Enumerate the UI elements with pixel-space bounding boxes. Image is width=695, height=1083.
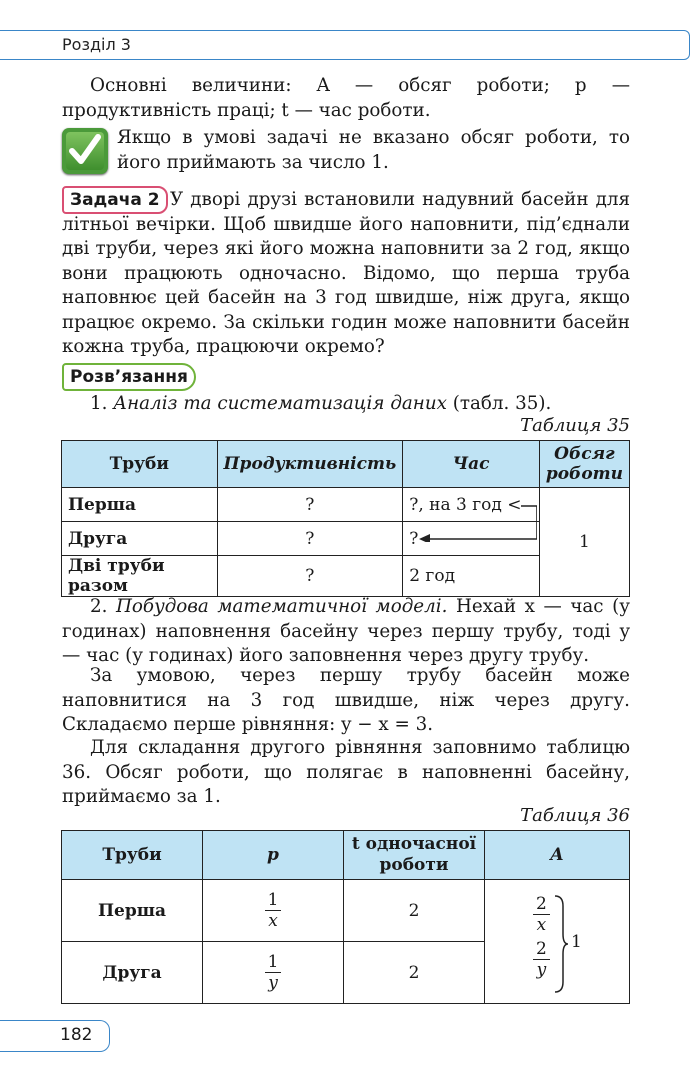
table-header-row bbox=[62, 441, 630, 488]
check-icon bbox=[62, 128, 108, 174]
section-title: Розділ 3 bbox=[62, 35, 131, 54]
table35-caption: Таблиця 35 bbox=[520, 415, 630, 436]
header-time: Час bbox=[452, 454, 490, 474]
page-number: 182 bbox=[60, 1025, 93, 1045]
task-label: Задача 2 bbox=[62, 186, 168, 214]
volume-cell: 1 bbox=[539, 488, 629, 597]
row-second-productivity: $\frac{1}{y}$ bbox=[265, 952, 282, 993]
row-second-time: 2 bbox=[344, 942, 485, 1004]
page-number-box bbox=[0, 1020, 110, 1052]
table-row bbox=[62, 488, 630, 522]
step2-paragraph bbox=[62, 595, 630, 669]
row-first-name: Перша bbox=[62, 488, 218, 522]
header-pipes: Труби bbox=[62, 831, 203, 880]
row-both-productivity: ? bbox=[217, 556, 403, 597]
header-volume: Обсяг роботи bbox=[545, 444, 624, 484]
volume-total: 1 bbox=[571, 932, 582, 952]
header-a: A bbox=[550, 845, 564, 865]
comparison-arrow-icon bbox=[417, 502, 537, 542]
table-header-row bbox=[62, 831, 630, 880]
table-row bbox=[62, 880, 630, 942]
solution-label: Розв’язання bbox=[62, 363, 196, 391]
row-both-time: 2 год bbox=[403, 556, 540, 597]
header-t: t одночасної роботи bbox=[344, 831, 485, 880]
volume-cell bbox=[485, 880, 630, 1004]
row-first-time: ?, на 3 год < bbox=[403, 488, 540, 522]
row-both-name: Дві труби разом bbox=[62, 556, 218, 597]
step1-prefix: 1. bbox=[90, 393, 114, 414]
row-first-productivity: ? bbox=[217, 488, 403, 522]
step1-paragraph bbox=[62, 392, 630, 417]
step2-title: Побудова математичної моделі. bbox=[115, 596, 448, 617]
step1-suffix: (табл. 35). bbox=[446, 393, 552, 414]
second-equation-paragraph: Для складання другого рівняння заповнимо таблицю 36. Обсяг роботи, що полягає в наповненні басейну, приймаємо за 1. bbox=[62, 737, 630, 807]
table-36 bbox=[61, 830, 630, 1004]
volume-second: 2 y bbox=[533, 939, 550, 980]
section-header bbox=[0, 30, 690, 60]
row-second-productivity: ? bbox=[217, 522, 403, 556]
row-second-name: Друга bbox=[62, 942, 203, 1004]
volume-first: 2 x bbox=[533, 894, 550, 935]
row-second-time: ? bbox=[409, 528, 419, 549]
header-p: p bbox=[267, 845, 279, 865]
row-second-name: Друга bbox=[62, 522, 218, 556]
step1-title: Аналіз та систематизація даних bbox=[113, 393, 447, 414]
row-first-productivity: $\frac{1}{x}$ bbox=[265, 890, 282, 931]
header-productivity: Продуктивність bbox=[223, 454, 397, 474]
header-pipes: Труби bbox=[62, 441, 218, 488]
step2-text: Нехай x — час (у годинах) наповнення басейну через першу трубу, тоді y — час (у годинах) його заповнення через другу трубу. bbox=[62, 596, 630, 666]
row-first-name: Перша bbox=[62, 880, 203, 942]
table-35 bbox=[61, 440, 630, 597]
quantities-paragraph: Основні величини: A — обсяг роботи; p — продуктивність праці; t — час роботи. bbox=[62, 75, 630, 121]
condition-paragraph: За умовою, через першу трубу басейн може наповнитися на 3 год швидше, ніж через другу. Складаємо перше рівняння: y − x = 3. bbox=[62, 665, 630, 735]
step2-prefix: 2. bbox=[90, 596, 116, 617]
row-first-time: 2 bbox=[344, 880, 485, 942]
task-text: У дворі друзі встановили надувний басейн для літньої вечірки. Щоб швидше його наповнити, під’єднали дві труби, через які його можна наповнити за 2 год, якщо вони працюють одночасно. Відомо, що перша труба наповнює цей басейн на 3 год швидше, ніж друга, якщо працює окремо. За скільки годин може наповнити басейн кожна труба, працюючи окремо? bbox=[62, 189, 630, 357]
table36-caption: Таблиця 36 bbox=[520, 805, 630, 826]
brace-icon bbox=[553, 894, 569, 994]
note-paragraph: Якщо в умові задачі не вказано обсяг роботи, то його приймають за число 1. bbox=[117, 127, 630, 173]
